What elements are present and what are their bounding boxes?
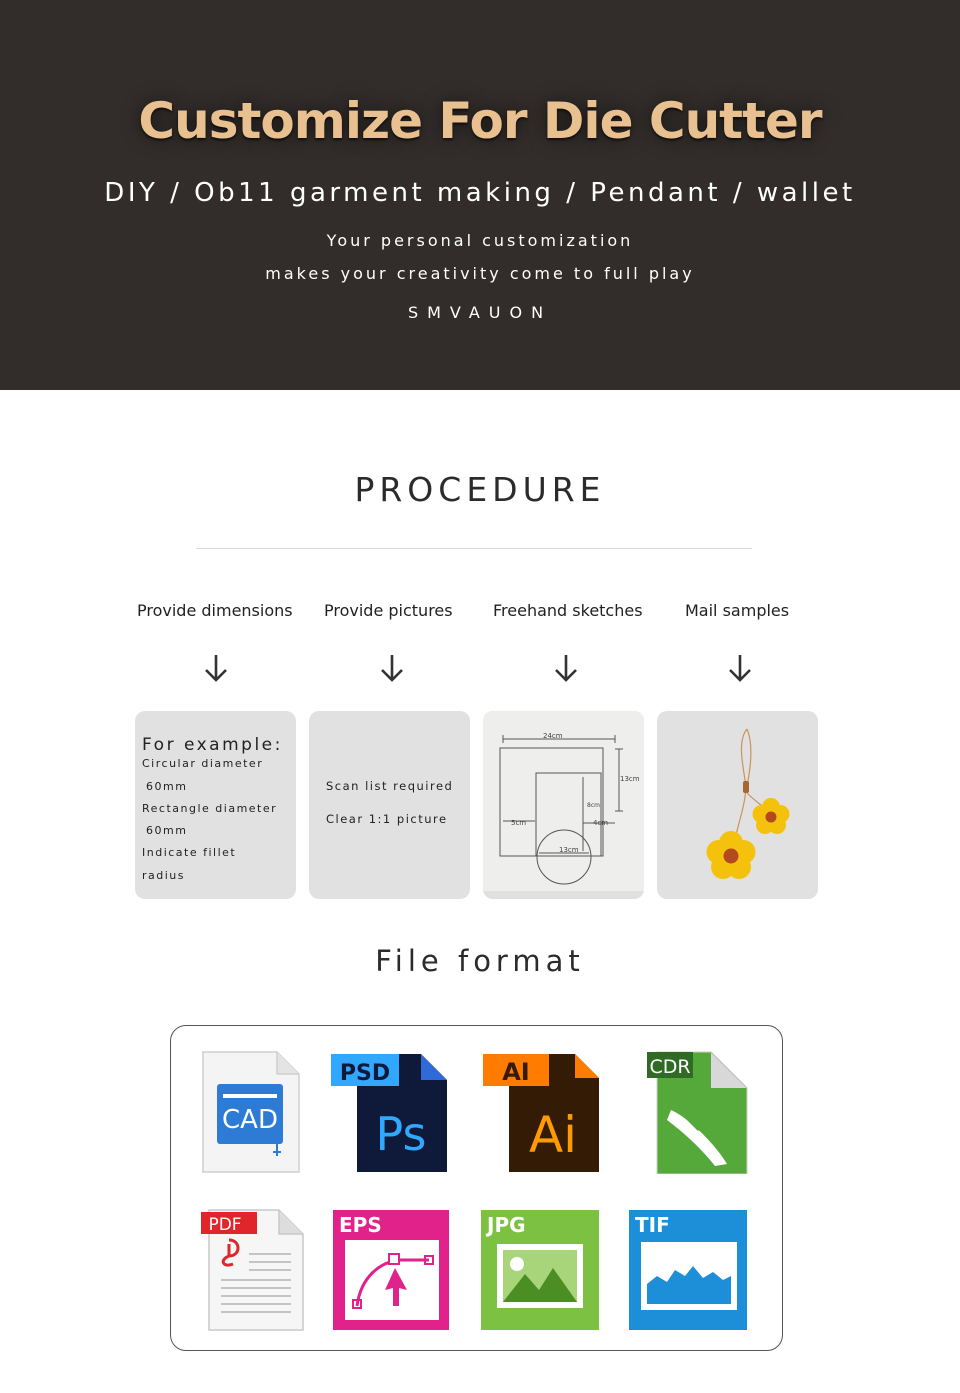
cdr-file-icon <box>637 1048 757 1174</box>
cad-label: CAD <box>222 1105 278 1135</box>
flower-pendant-image <box>657 711 818 899</box>
hero-title: Customize For Die Cutter <box>138 92 822 150</box>
example-line: 60mm <box>146 824 188 837</box>
sketch-card <box>483 711 644 899</box>
arrow-down-icon <box>204 652 228 684</box>
scan-card <box>309 711 470 899</box>
step-label-sketches: Freehand sketches <box>493 601 643 620</box>
hero-banner <box>0 0 960 390</box>
hero-tagline-2: makes your creativity come to full play <box>265 264 695 283</box>
example-card <box>135 711 296 899</box>
sketch-label: 8cm <box>587 802 600 809</box>
ai-label: AI <box>502 1058 530 1086</box>
step-label-dimensions: Provide dimensions <box>137 601 293 620</box>
pdf-file-icon <box>199 1206 319 1332</box>
cdr-label: CDR <box>649 1056 691 1078</box>
sample-card <box>657 711 818 899</box>
sketch-label: 24cm <box>543 732 563 740</box>
cad-file-icon <box>199 1048 319 1174</box>
arrow-down-icon <box>728 652 752 684</box>
arrow-down-icon <box>380 652 404 684</box>
freehand-sketch-image <box>483 711 644 899</box>
example-line: Rectangle diameter <box>142 802 278 815</box>
example-line: 60mm <box>146 780 188 793</box>
sketch-label: 13cm <box>559 846 579 854</box>
tif-label: TIF <box>635 1213 670 1237</box>
file-format-panel <box>170 1025 783 1351</box>
example-line: radius <box>142 869 186 882</box>
eps-file-icon <box>329 1206 449 1332</box>
procedure-title: PROCEDURE <box>354 470 606 509</box>
hero-tagline-1: Your personal customization <box>326 231 634 250</box>
jpg-file-icon <box>479 1206 599 1332</box>
eps-label: EPS <box>339 1213 382 1237</box>
arrow-down-icon <box>554 652 578 684</box>
psd-label: PSD <box>339 1061 391 1086</box>
ps-glyph: Ps <box>375 1107 427 1161</box>
brand-name: SMVAUON <box>407 303 553 322</box>
sketch-label: 5cm <box>511 819 527 827</box>
psd-file-icon <box>329 1048 449 1174</box>
ai-file-icon <box>481 1048 601 1174</box>
ai-glyph: Ai <box>528 1106 578 1164</box>
file-format-title: File format <box>375 944 585 978</box>
jpg-label: JPG <box>487 1213 526 1237</box>
hero-subtitle: DIY / Ob11 garment making / Pendant / wallet <box>104 178 856 208</box>
scan-line: Clear 1:1 picture <box>326 812 448 826</box>
sketch-label: 13cm <box>620 775 640 783</box>
scan-line: Scan list required <box>326 779 454 793</box>
procedure-divider <box>196 548 752 549</box>
example-line: Indicate fillet <box>142 846 237 859</box>
pdf-label: PDF <box>208 1215 242 1235</box>
example-line: Circular diameter <box>142 757 264 770</box>
tif-file-icon <box>627 1206 747 1332</box>
step-label-samples: Mail samples <box>685 601 790 620</box>
example-heading: For example: <box>142 735 283 755</box>
step-label-pictures: Provide pictures <box>324 601 453 620</box>
sketch-label: 4cm <box>593 819 609 827</box>
